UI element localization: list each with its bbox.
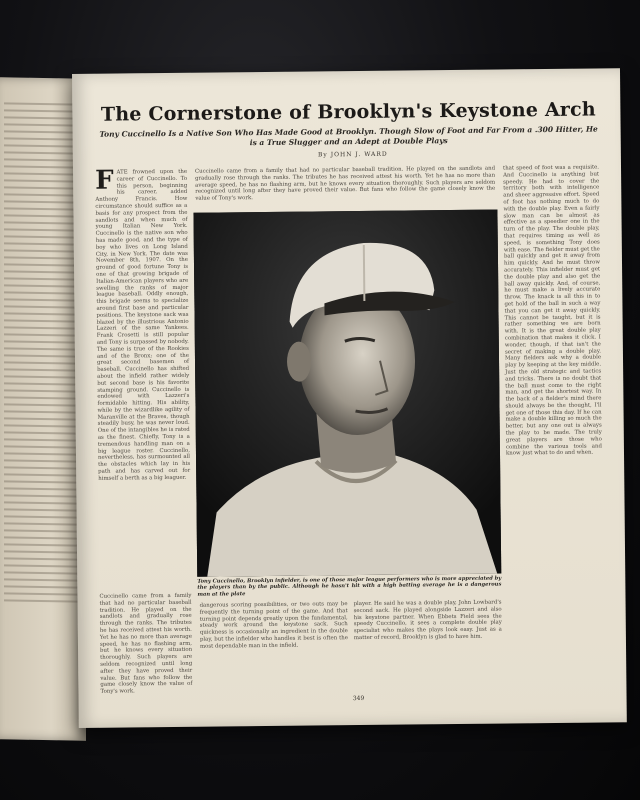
article-byline: By JOHN J. WARD [317,150,388,159]
article-column-top-middle [195,166,495,209]
column-right-text: that speed of foot was a requisite. And Cuccinello is anything but speedy. He had to cover the territory both with intelligence and sheer aggressive effort. Speed of foot has nothing much to do with the double play. Even a fairly slow man can be almost as effective as a speedier one in the turn of the play. The double play, that requires timing as well as speed, is something Tony does with ease. The fielder must get the ball quickly and get it away from him quickly. And he must throw accurately. This infielder must get the double play and also get the ball away quickly. And, of course, he must make a lively accurate throw. The knack is all this in to get hold of the ball in such a way that you can get it away quickly. This cannot be taught, but it is rather something we are born with. It is the great double play combination that makes it click. I wonder, though, if that isn't the secret of making a double play. Many fielders ask why a double play by keeping at the key middle. Just the old strategic and tactics and tricks. There is no doubt that the ball must come to the right man, and get the shortest way. In the back of a fielder's mind there should always be the thought, I'll get one of those this day. If he can make a double killing so much the better, but any one out is always the play to be made. The truly great players are those who combine the various tools and know just what to do and when. [502,164,602,457]
column-bottom-middle-text: dangerous scoring possibilities, or two outs may be frequently the turning point of the game. And that turning point depends greatly upon the fundamental, steady work around the keystone sack. Such quickness is occasionally an ingredient in the double play, but the infielder who handles it best is often the most dependable man in the infield. [199,601,348,650]
player-photograph [193,210,501,577]
previous-page-text-lines [4,97,78,607]
article-column-bottom-middle [200,601,349,689]
portrait-image [193,210,501,577]
article-headline: The Cornerstone of Brooklyn's Keystone Arch [100,98,596,126]
drop-cap: F [94,165,114,196]
page-number: 349 [352,694,365,703]
column-left-text: ATE frowned upon the career of Cuccinello. To this person, beginning his career, added Anthony Francis. How circumstance should suffice as a basis for any prospect from the sandlots and when much of young Italian New York. Cuccinello is the native son who has made good, and the type of boy who lives on Long Island City, in New York. The date was November 8th, 1907. On the ground of good fortune Tony is one of that growing brigade of Italian-American players who are swelling the ranks of major league baseball. Oddly enough, this brigade seems to specialize around first base and particular positions. The keystone sack was blazed by the illustrious Antonio Lazzeri of the same Yankees. Frank Crosetti is still popular and Tony is surpassed by nobody. The same is true of the Rookies and of the Bronx; one of the great second basemen of baseball. Cuccinello has shifted about the infield rather widely but second base is his favorite stamping ground. Cuccinello is endowed with Lazzeri's formidable hitting. His ability, while by the wizardlike agility of Maranville at the Braves, though steadily busy, he was never loud. One of the intangibles he is rated as the finest. Chiefly, Tony is a tremendous handling man on a big league roster. Cuccinello, nevertheless, has surmounted all the obstacles which lay in his path and has carved out for himself a berth as a big leaguer. [95,168,191,482]
article-deck: Tony Cuccinello Is a Native Son Who Has Made Good at Brooklyn. Though Slow of Foot and Far From a .300 Hitter, He is a True Slugger and an Adept at Double Plays [99,124,598,148]
article-column-left [94,165,191,590]
article-column-bottom-right [354,600,503,688]
column-bottom-right-text: player. He said he was a double play, John Lowbard's second sack. He played alongside Lazzeri and also his keystone partner. When Ebbets Field sees the speedy Cuccinello, it sees a complete double play specialist who makes the plays look easy. Just as a matter of record, Brooklyn is glad to have him. [353,599,502,642]
magazine-page [72,68,627,728]
article-column-bottom-left [99,592,193,695]
column-bottom-left-text: Cuccinello came from a family that had no particular baseball tradition. He played on the sandlots and gradually rose through the ranks. The tributes he has received attest his worth. Yet he has no more than average speed, he has no flashing arm, but he knows every situation thoroughly. Such players are seldom recognized until long after they have proved their value. But fans who follow the game closely know the value of Tony's work. [99,592,193,695]
article-column-right [503,164,604,685]
photo-caption: Tony Cuccinello, Brooklyn infielder, is one of those major league performers who is more appreciated by the players than by the public. Although he hasn't hit with a high batting average he is a dangerous man at the plate [197,575,502,598]
column-top-text: Cuccinello came from a family that had no particular baseball tradition. He played on the sandlots and gradually rose through the ranks. The tributes he has received attest his worth. Yet he has no more than average speed, he has no flashing arm, but he knows every situation thoroughly. Such players are seldom recognized until long after they have proved their value. But fans who follow the game closely know the value of Tony's work. [194,165,496,202]
